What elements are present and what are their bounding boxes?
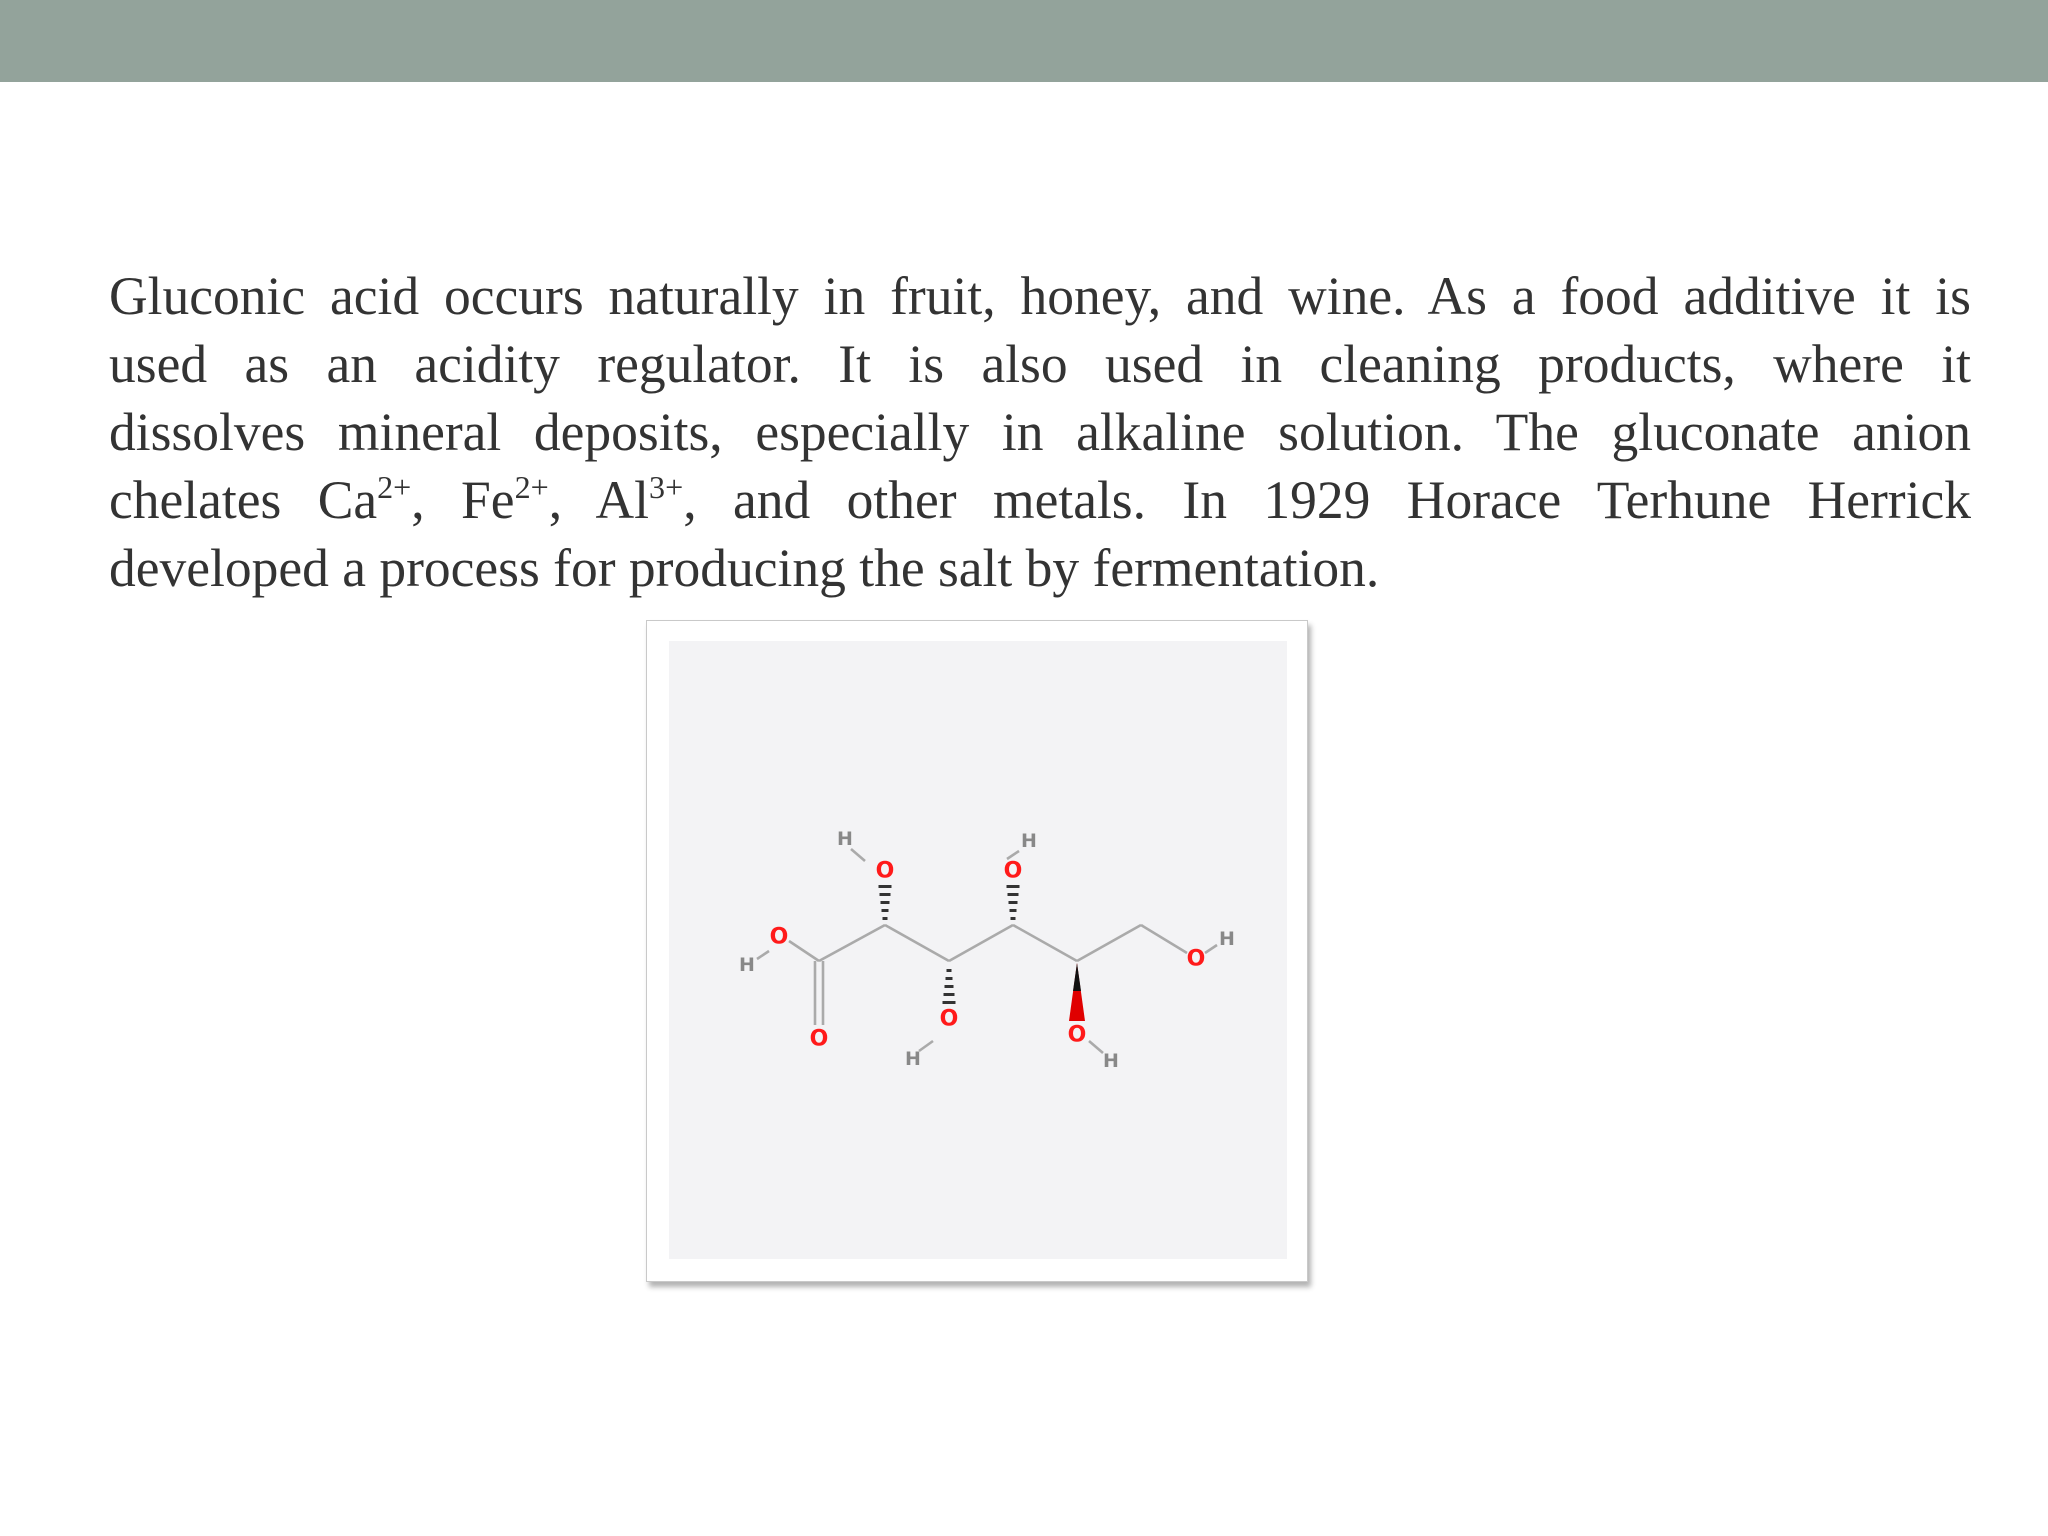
paragraph-line [109, 262, 1971, 330]
paragraph-text: , and other metals. In 1929 Horace Terhune Herrick [683, 470, 1971, 530]
gluconic-acid-structure [669, 641, 1287, 1259]
paragraph-text: dissolves mineral deposits, especially in alkaline solution. The gluconate anion [109, 402, 1971, 462]
hash-c4-4 [1008, 893, 1019, 896]
atom-o-3: O [939, 1006, 959, 1032]
paragraph-text: chelates Ca [109, 470, 378, 530]
superscript-charge: 3+ [649, 469, 684, 506]
atom-o-5: O [1067, 1022, 1087, 1048]
superscript-charge: 2+ [514, 469, 549, 506]
paragraph-text: Gluconic acid occurs naturally in fruit, honey, and wine. As a food additive it is [109, 266, 1971, 326]
hashed-wedge-down [943, 969, 956, 1004]
atom-h-5: H [1103, 1050, 1119, 1072]
hash-c4-1 [1011, 917, 1016, 920]
paragraph-line [109, 398, 1971, 466]
paragraph-line [109, 534, 1971, 602]
header-bar [0, 0, 2048, 82]
molecule-figure-frame [646, 620, 1308, 1282]
atom-o-carbonyl: O [809, 1026, 829, 1052]
solid-wedge-c5-dark [1073, 963, 1081, 991]
bond-lines [757, 849, 1217, 1053]
paragraph-text: used as an acidity regulator. It is also used in cleaning products, where it [109, 334, 1971, 394]
hash-c4-3 [1009, 901, 1018, 904]
paragraph-text: , Al [548, 470, 650, 530]
bond-h-o1 [757, 951, 769, 959]
hash-c3-5 [943, 1001, 956, 1004]
atom-h-1: H [739, 954, 755, 976]
body-paragraph [109, 262, 1971, 602]
atom-o-2: O [875, 858, 895, 884]
hash-c4-5 [1007, 885, 1020, 888]
atom-o-4: O [1003, 858, 1023, 884]
bond-c3-c4 [949, 925, 1013, 961]
superscript-charge: 2+ [377, 469, 412, 506]
atom-h-6: H [1219, 928, 1235, 950]
bond-o5-h [1089, 1041, 1103, 1053]
hash-c2-1 [883, 917, 888, 920]
bond-c5-c6 [1077, 925, 1141, 961]
paragraph-line [109, 330, 1971, 398]
hash-c2-4 [880, 893, 891, 896]
bond-o1-c1 [789, 941, 819, 961]
hash-c2-3 [881, 901, 890, 904]
atom-h-4: H [1021, 830, 1037, 852]
bond-o6-h [1205, 945, 1217, 953]
hash-c3-1 [947, 969, 952, 972]
paragraph-line [109, 466, 1971, 534]
atom-h-3: H [905, 1048, 921, 1070]
bond-c4-c5 [1013, 925, 1077, 961]
bond-c1-c2 [819, 925, 885, 961]
atom-o-6: O [1186, 946, 1206, 972]
hash-c3-4 [944, 993, 955, 996]
hash-c3-3 [945, 985, 954, 988]
paragraph-text: developed a process for producing the salt by fermentation. [109, 538, 1380, 598]
bond-c6-o6 [1141, 925, 1187, 953]
molecule-figure [669, 641, 1287, 1259]
bond-c2-c3 [885, 925, 949, 961]
bond-h-o3 [919, 1041, 933, 1051]
hashed-wedges-up [879, 885, 1020, 920]
hash-c2-5 [879, 885, 892, 888]
bond-h-o2 [851, 849, 865, 861]
hash-c3-2 [946, 977, 953, 980]
atom-h-2: H [837, 828, 853, 850]
atom-o-1: O [769, 924, 789, 950]
hash-c2-2 [882, 909, 889, 912]
hash-c4-2 [1010, 909, 1017, 912]
paragraph-text: , Fe [411, 470, 515, 530]
